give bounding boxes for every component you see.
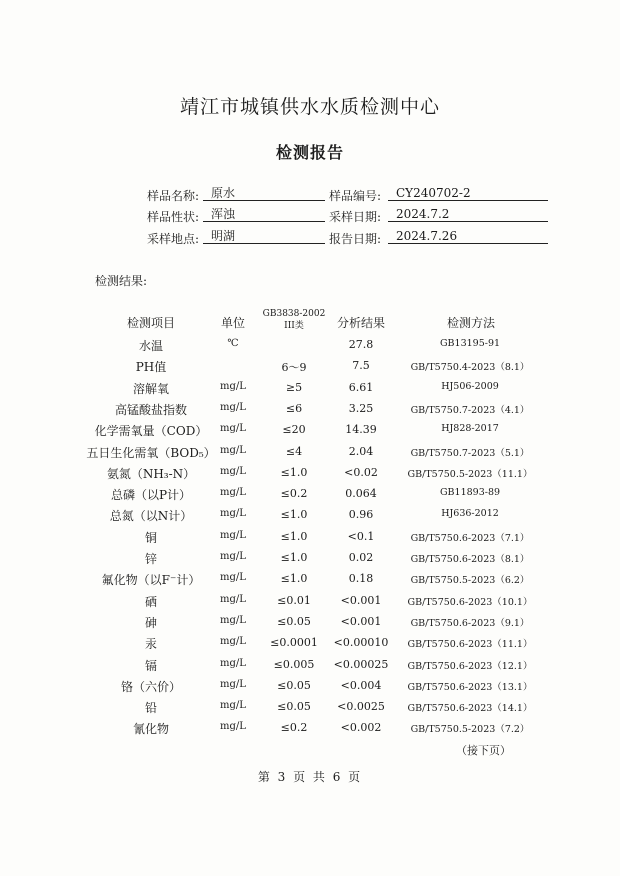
- report-date-label: 报告日期:: [329, 232, 382, 246]
- cell-standard: ≤1.0: [280, 508, 308, 522]
- header-result: 分析结果: [336, 316, 386, 330]
- sampling-date-label: 采样日期:: [329, 210, 382, 224]
- cell-item: 汞: [144, 637, 158, 652]
- cell-standard: ≤0.05: [277, 700, 311, 714]
- cell-method: GB/T5750.6-2023（8.1）: [410, 554, 530, 565]
- cell-method: HJ636-2012: [441, 508, 499, 520]
- sample-property-label: 样品性状:: [147, 210, 200, 224]
- cell-unit: mg/L: [220, 551, 246, 562]
- report-title: 检测报告: [275, 143, 344, 162]
- sample-info: [0, 0, 620, 260]
- cell-item: PH值: [135, 360, 167, 375]
- cell-result: <0.004: [340, 678, 382, 692]
- cell-item: 铬（六价）: [120, 679, 182, 694]
- cell-result: <0.00025: [333, 657, 389, 671]
- report-date-value: 2024.7.26: [388, 229, 548, 244]
- cell-result: 27.8: [348, 338, 374, 351]
- header-unit: 单位: [220, 316, 246, 330]
- cell-standard: 6～9: [281, 361, 307, 375]
- cell-result: 3.25: [348, 401, 374, 415]
- header-standard-line2: III类: [284, 321, 304, 331]
- continued-note: （接下页）: [456, 744, 511, 757]
- cell-standard: ≤0.2: [280, 487, 308, 501]
- cell-method: GB11893-89: [439, 487, 501, 499]
- header-item: 检测项目: [126, 316, 176, 330]
- sampling-location-label: 采样地点:: [147, 232, 200, 246]
- cell-result: 0.064: [345, 487, 377, 501]
- cell-method: GB/T5750.5-2023（7.2）: [410, 724, 530, 736]
- cell-standard: ≤20: [282, 423, 306, 437]
- cell-result: <0.02: [344, 465, 378, 479]
- cell-item: 化学需氧量（COD）: [94, 424, 208, 439]
- cell-item: 铜: [144, 530, 158, 545]
- cell-unit: mg/L: [220, 678, 246, 690]
- cell-method: GB/T5750.6-2023（7.1）: [410, 532, 530, 544]
- cell-item: 氟化物（以F⁻计）: [101, 573, 201, 588]
- sample-name-value: 原水: [203, 186, 325, 201]
- cell-standard: ≤0.01: [277, 593, 311, 607]
- cell-unit: mg/L: [220, 401, 246, 413]
- cell-unit: mg/L: [220, 423, 246, 435]
- cell-method: GB/T5750.6-2023（11.1）: [407, 639, 533, 651]
- cell-method: GB/T5750.7-2023（4.1）: [410, 404, 530, 416]
- cell-method: GB/T5750.6-2023（14.1）: [407, 703, 533, 715]
- cell-result: <0.00010: [333, 636, 389, 650]
- sampling-location-value: 明湖: [203, 229, 325, 244]
- cell-unit: mg/L: [220, 700, 246, 712]
- cell-item: 镉: [144, 658, 158, 673]
- cell-method: GB/T5750.5-2023（11.1）: [407, 468, 533, 480]
- organization-name: 靖江市城镇供水水质检测中心: [179, 96, 440, 118]
- cell-result: <0.001: [340, 593, 382, 607]
- cell-method: GB/T5750.6-2023（12.1）: [407, 660, 533, 672]
- cell-result: <0.001: [340, 614, 382, 628]
- cell-result: <0.1: [347, 529, 375, 543]
- cell-standard: ≤0.0001: [270, 636, 318, 650]
- cell-unit: mg/L: [220, 721, 246, 733]
- cell-item: 高锰酸盐指数: [114, 402, 188, 417]
- cell-result: 0.02: [348, 551, 374, 564]
- cell-unit: mg/L: [220, 614, 246, 626]
- cell-standard: ≤1.0: [280, 465, 308, 479]
- cell-standard: ≤1.0: [280, 551, 308, 564]
- cell-standard: ≤0.005: [273, 657, 315, 671]
- cell-standard: ≤1.0: [280, 572, 308, 586]
- sample-name-label: 样品名称:: [147, 189, 200, 203]
- header-standard-line1: GB3838-2002: [262, 309, 326, 319]
- cell-method: GB/T5750.6-2023（9.1）: [410, 617, 530, 629]
- cell-unit: mg/L: [220, 487, 246, 499]
- cell-result: <0.002: [340, 721, 382, 735]
- results-label: 检测结果:: [95, 274, 148, 288]
- cell-unit: mg/L: [220, 508, 246, 520]
- cell-item: 硒: [144, 594, 158, 609]
- cell-standard: ≤0.05: [277, 678, 311, 692]
- cell-unit: mg/L: [220, 529, 246, 541]
- sample-number-value: CY240702-2: [388, 186, 548, 201]
- cell-standard: ≤0.05: [277, 614, 311, 628]
- cell-unit: mg/L: [220, 444, 246, 456]
- cell-unit: mg/L: [220, 572, 246, 584]
- cell-unit: mg/L: [220, 465, 246, 477]
- sampling-date-value: 2024.7.2: [388, 207, 548, 222]
- cell-item: 总氮（以N计）: [109, 509, 193, 524]
- cell-item: 水温: [138, 339, 164, 353]
- cell-standard: ≤4: [285, 444, 303, 458]
- cell-item: 砷: [144, 615, 158, 630]
- cell-standard: ≤6: [285, 401, 303, 415]
- cell-item: 锌: [144, 552, 158, 566]
- cell-item: 氰化物: [132, 722, 170, 737]
- cell-method: GB/T5750.5-2023（6.2）: [410, 575, 530, 587]
- cell-method: GB/T5750.4-2023（8.1）: [410, 362, 530, 374]
- cell-result: 7.5: [352, 359, 370, 373]
- cell-item: 总磷（以P计）: [110, 488, 192, 503]
- cell-result: <0.0025: [337, 700, 385, 714]
- cell-unit: mg/L: [220, 636, 246, 648]
- cell-result: 0.18: [348, 572, 374, 586]
- cell-standard: ≤1.0: [280, 529, 308, 543]
- cell-result: 2.04: [348, 444, 374, 458]
- cell-method: GB/T5750.7-2023（5.1）: [410, 447, 530, 459]
- cell-unit: ℃: [227, 338, 239, 349]
- cell-standard: ≥5: [285, 380, 303, 394]
- cell-item: 溶解氧: [132, 381, 170, 396]
- cell-method: HJ828-2017: [441, 423, 499, 435]
- header-method: 检测方法: [446, 316, 496, 330]
- cell-method: GB/T5750.6-2023（13.1）: [407, 681, 533, 693]
- cell-result: 14.39: [345, 423, 377, 437]
- cell-unit: mg/L: [220, 657, 246, 669]
- page-number: 第 3 页 共 6 页: [257, 770, 363, 784]
- cell-method: GB/T5750.6-2023（10.1）: [407, 596, 533, 608]
- cell-result: 0.96: [348, 508, 374, 522]
- cell-standard: ≤0.2: [280, 721, 308, 735]
- sample-number-label: 样品编号:: [329, 189, 382, 203]
- cell-unit: mg/L: [220, 593, 246, 605]
- cell-result: 6.61: [348, 380, 374, 394]
- cell-item: 铅: [144, 701, 158, 716]
- cell-method: GB13195-91: [439, 338, 501, 349]
- cell-item: 五日生化需氧（BOD₅）: [86, 445, 216, 460]
- cell-item: 氨氮（NH₃-N）: [106, 466, 196, 481]
- cell-method: HJ506-2009: [441, 380, 499, 392]
- cell-unit: mg/L: [220, 380, 246, 392]
- sample-property-value: 浑浊: [203, 207, 325, 222]
